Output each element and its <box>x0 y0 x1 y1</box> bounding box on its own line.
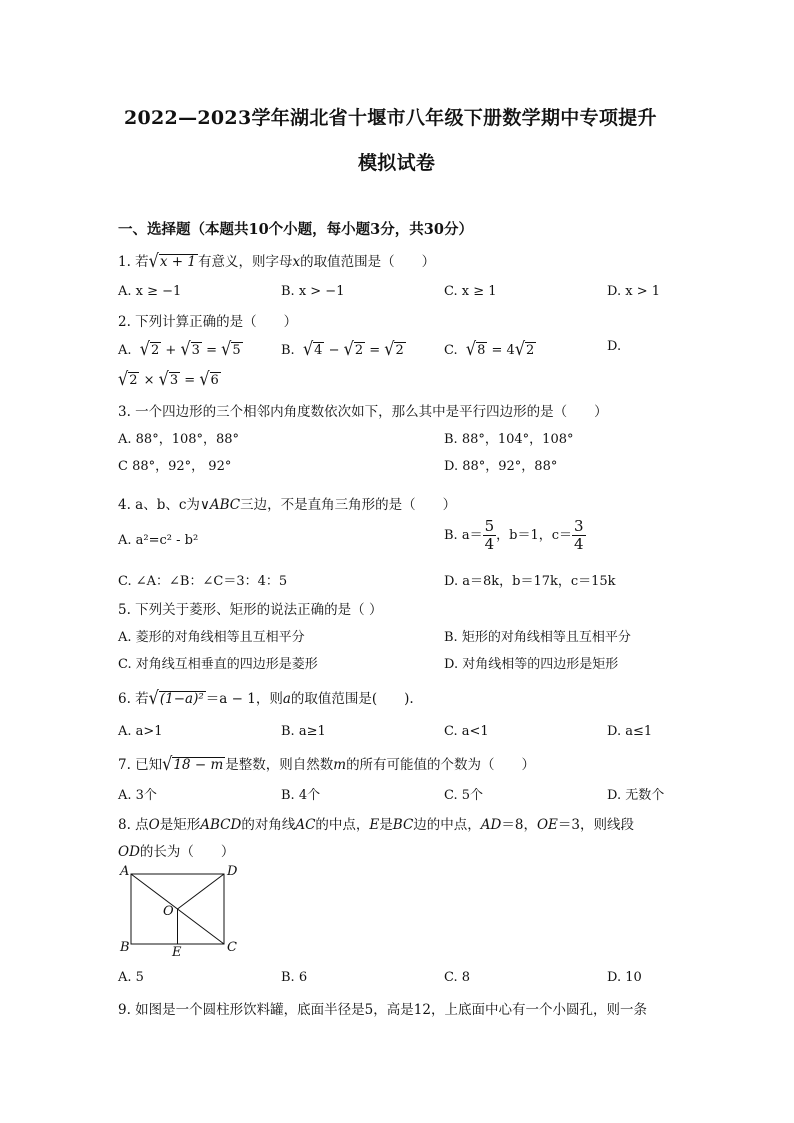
figure-label-o: O <box>163 904 174 919</box>
q1-middle: 有意义，则字母 <box>197 254 293 270</box>
q1-option-b: B. x > −1 <box>281 284 345 299</box>
q1-option-d: D. x > 1 <box>607 284 660 299</box>
question-8-line2: OD的长为（ ） <box>118 844 235 860</box>
question-5: 5. 下列关于菱形、矩形的说法正确的是（ ） <box>118 602 383 618</box>
q2-option-d-label: D. <box>607 339 622 354</box>
q4-option-a: A. a²=c² - b² <box>118 533 199 548</box>
figure-label-c: C <box>227 940 237 955</box>
section-heading: 一、选择题（本题共10个小题，每小题3分，共30分） <box>118 221 473 238</box>
question-4: 4. a、b、c为∨ABC三边，不是直角三角形的是（ ） <box>118 497 457 513</box>
question-6: 6. 若√(1−a)² ＝a − 1，则a的取值范围是( ). <box>118 686 414 709</box>
q7-option-c: C. 5个 <box>444 788 484 803</box>
q4-option-d: D. a＝8k，b＝17k，c＝15k <box>444 574 616 589</box>
question-2: 2. 下列计算正确的是（ ） <box>118 314 298 330</box>
question-8-line1: 8. 点O是矩形ABCD的对角线AC的中点，E是BC边的中点，AD＝8，OE＝3，则线段 <box>118 817 634 833</box>
segment-od <box>178 874 225 909</box>
q7-radicand: 18 − m <box>173 757 224 773</box>
q7-option-d: D. 无数个 <box>607 788 665 803</box>
q7-option-b: B. 4个 <box>281 788 321 803</box>
q4-option-b: B. a＝ $\frac{5}{4}$ ，b＝1，c＝ $\frac{3}{4}$ <box>444 517 584 553</box>
q3-option-b: B. 88°，104°，108° <box>444 432 574 447</box>
q1-prefix: 1. 若 <box>118 254 149 270</box>
q7-option-a: A. 3个 <box>118 788 157 803</box>
exam-title-line2: 模拟试卷 <box>358 152 436 174</box>
q5-option-c: C. 对角线互相垂直的四边形是菱形 <box>118 657 318 672</box>
question-1: 1. 若√x + 1 有意义，则字母x的取值范围是（ ） <box>118 249 436 272</box>
q3-option-a: A. 88°，108°，88° <box>118 432 240 447</box>
question-7: 7. 已知√18 − m 是整数，则自然数m的所有可能值的个数为（ ） <box>118 752 536 775</box>
q3-option-c: C 88°，92°， 92° <box>118 459 232 474</box>
figure-label-a: A <box>120 864 130 879</box>
question-3: 3. 一个四边形的三个相邻内角度数依次如下，那么其中是平行四边形的是（ ） <box>118 404 608 420</box>
q1-option-c: C. x ≥ 1 <box>444 284 497 299</box>
q5-option-d: D. 对角线相等的四边形是矩形 <box>444 657 619 672</box>
q5-option-b: B. 矩形的对角线相等且互相平分 <box>444 630 631 645</box>
q2-option-d: √2 × √3 = √6 <box>118 367 219 390</box>
q4-triangle: ∨ABC <box>199 497 241 513</box>
q6-radicand: (1−a)² <box>159 691 204 707</box>
figure-label-d: D <box>227 864 238 879</box>
q8-option-d: D. 10 <box>607 970 642 985</box>
figure-label-e: E <box>172 945 182 960</box>
q4-option-c: C. ∠A：∠B：∠C＝3：4：5 <box>118 574 288 589</box>
q2-option-a: A. √2 + √3 = √5 <box>118 337 241 360</box>
q5-option-a: A. 菱形的对角线相等且互相平分 <box>118 630 305 645</box>
figure-label-b: B <box>120 940 130 955</box>
q6-option-d: D. a≤1 <box>607 724 653 739</box>
q1-suffix: 的取值范围是（ ） <box>300 254 436 270</box>
q2-option-c: C. √8 = 4√2 <box>444 337 535 360</box>
q1-var: x <box>292 254 301 270</box>
q6-option-c: C. a<1 <box>444 724 489 739</box>
q3-option-d: D. 88°，92°，88° <box>444 459 558 474</box>
q2-option-b: B. √4 − √2 = √2 <box>281 337 404 360</box>
question-9: 9. 如图是一个圆柱形饮料罐，底面半径是5，高是12，上底面中心有一个小圆孔，则一条 <box>118 1002 647 1018</box>
q1-radicand: x + 1 <box>159 254 196 270</box>
q6-option-b: B. a≥1 <box>281 724 326 739</box>
exam-title-line1: 2022—2023学年湖北省十堰市八年级下册数学期中专项提升 <box>124 107 657 129</box>
q8-option-a: A. 5 <box>118 970 144 985</box>
rectangle-figure <box>118 862 248 960</box>
q8-option-c: C. 8 <box>444 970 471 985</box>
q1-option-a: A. x ≥ −1 <box>118 284 182 299</box>
q8-option-b: B. 6 <box>281 970 308 985</box>
q6-option-a: A. a>1 <box>118 724 163 739</box>
